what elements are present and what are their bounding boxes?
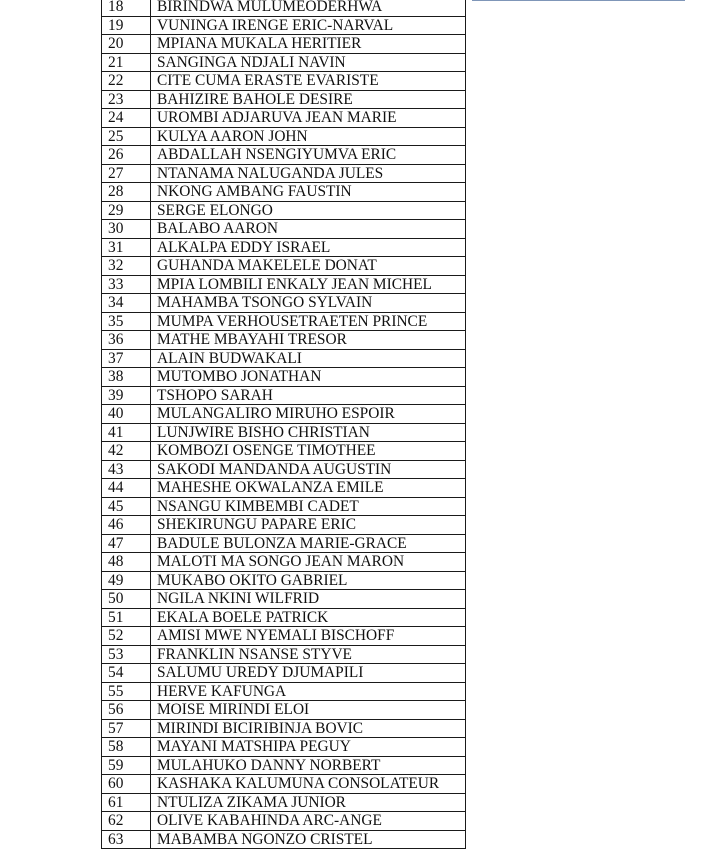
row-name: SHEKIRUNGU PAPARE ERIC [151, 516, 466, 535]
participant-table [101, 0, 466, 849]
row-number: 51 [102, 608, 151, 627]
row-number: 25 [102, 127, 151, 146]
row-number: 63 [102, 830, 151, 849]
row-number: 33 [102, 275, 151, 294]
row-name: KOMBOZI OSENGE TIMOTHEE [151, 442, 466, 461]
row-number: 42 [102, 442, 151, 461]
row-name: VUNINGA IRENGE ERIC-NARVAL [151, 16, 466, 35]
table-row [102, 719, 466, 738]
row-number: 54 [102, 664, 151, 683]
row-name: NGILA NKINI WILFRID [151, 590, 466, 609]
row-name: BADULE BULONZA MARIE-GRACE [151, 534, 466, 553]
row-number: 57 [102, 719, 151, 738]
table-row [102, 812, 466, 831]
row-number: 19 [102, 16, 151, 35]
row-number: 56 [102, 701, 151, 720]
row-name: SALUMU UREDY DJUMAPILI [151, 664, 466, 683]
table-row [102, 35, 466, 54]
row-number: 46 [102, 516, 151, 535]
row-number: 18 [102, 0, 151, 16]
row-number: 43 [102, 460, 151, 479]
header-rule [472, 0, 685, 1]
row-number: 45 [102, 497, 151, 516]
row-name: MAYANI MATSHIPA PEGUY [151, 738, 466, 757]
table-row [102, 220, 466, 239]
row-name: GUHANDA MAKELELE DONAT [151, 257, 466, 276]
row-number: 23 [102, 90, 151, 109]
table-row [102, 534, 466, 553]
row-name: MOISE MIRINDI ELOI [151, 701, 466, 720]
table-row [102, 793, 466, 812]
row-number: 59 [102, 756, 151, 775]
row-number: 30 [102, 220, 151, 239]
row-number: 27 [102, 164, 151, 183]
row-number: 44 [102, 479, 151, 498]
row-number: 55 [102, 682, 151, 701]
row-name: MATHE MBAYAHI TRESOR [151, 331, 466, 350]
row-number: 53 [102, 645, 151, 664]
row-number: 60 [102, 775, 151, 794]
table-row [102, 627, 466, 646]
table-row [102, 164, 466, 183]
row-number: 28 [102, 183, 151, 202]
table-row [102, 183, 466, 202]
row-number: 20 [102, 35, 151, 54]
row-name: MUMPA VERHOUSETRAETEN PRINCE [151, 312, 466, 331]
table-row [102, 90, 466, 109]
table-row [102, 590, 466, 609]
row-name: ABDALLAH NSENGIYUMVA ERIC [151, 146, 466, 165]
row-number: 21 [102, 53, 151, 72]
table-row [102, 257, 466, 276]
table-row [102, 442, 466, 461]
table-row [102, 756, 466, 775]
row-name: MIRINDI BICIRIBINJA BOVIC [151, 719, 466, 738]
row-name: MAHESHE OKWALANZA EMILE [151, 479, 466, 498]
row-number: 31 [102, 238, 151, 257]
row-name: UROMBI ADJARUVA JEAN MARIE [151, 109, 466, 128]
table-row [102, 331, 466, 350]
table-row [102, 53, 466, 72]
table-row [102, 701, 466, 720]
row-number: 40 [102, 405, 151, 424]
table-row [102, 312, 466, 331]
row-name: NTANAMA NALUGANDA JULES [151, 164, 466, 183]
table-row [102, 146, 466, 165]
table-row [102, 109, 466, 128]
row-name: MALOTI MA SONGO JEAN MARON [151, 553, 466, 572]
row-name: NTULIZA ZIKAMA JUNIOR [151, 793, 466, 812]
row-name: NKONG AMBANG FAUSTIN [151, 183, 466, 202]
row-number: 62 [102, 812, 151, 831]
table-row [102, 423, 466, 442]
row-number: 47 [102, 534, 151, 553]
row-name: HERVE KAFUNGA [151, 682, 466, 701]
row-number: 26 [102, 146, 151, 165]
row-name: BIRINDWA MULUMEODERHWA [151, 0, 466, 16]
table-row [102, 349, 466, 368]
table-row [102, 738, 466, 757]
row-number: 29 [102, 201, 151, 220]
participant-table-body [102, 0, 466, 849]
row-name: SAKODI MANDANDA AUGUSTIN [151, 460, 466, 479]
row-name: KULYA AARON JOHN [151, 127, 466, 146]
row-name: MAHAMBA TSONGO SYLVAIN [151, 294, 466, 313]
row-name: BAHIZIRE BAHOLE DESIRE [151, 90, 466, 109]
row-number: 48 [102, 553, 151, 572]
row-name: MULAHUKO DANNY NORBERT [151, 756, 466, 775]
table-row [102, 571, 466, 590]
row-number: 22 [102, 72, 151, 91]
table-row [102, 460, 466, 479]
row-name: MUTOMBO JONATHAN [151, 368, 466, 387]
table-row [102, 516, 466, 535]
row-number: 49 [102, 571, 151, 590]
table-row [102, 608, 466, 627]
row-number: 52 [102, 627, 151, 646]
table-row [102, 497, 466, 516]
table-row [102, 72, 466, 91]
row-name: CITE CUMA ERASTE EVARISTE [151, 72, 466, 91]
row-name: MULANGALIRO MIRUHO ESPOIR [151, 405, 466, 424]
row-number: 34 [102, 294, 151, 313]
row-number: 58 [102, 738, 151, 757]
table-row [102, 386, 466, 405]
table-row [102, 553, 466, 572]
table-row [102, 238, 466, 257]
row-number: 32 [102, 257, 151, 276]
row-name: OLIVE KABAHINDA ARC-ANGE [151, 812, 466, 831]
row-name: TSHOPO SARAH [151, 386, 466, 405]
row-name: ALAIN BUDWAKALI [151, 349, 466, 368]
row-name: KASHAKA KALUMUNA CONSOLATEUR [151, 775, 466, 794]
row-name: LUNJWIRE BISHO CHRISTIAN [151, 423, 466, 442]
row-number: 41 [102, 423, 151, 442]
row-number: 36 [102, 331, 151, 350]
table-row [102, 0, 466, 16]
row-number: 38 [102, 368, 151, 387]
table-row [102, 664, 466, 683]
table-row [102, 479, 466, 498]
row-name: FRANKLIN NSANSE STYVE [151, 645, 466, 664]
row-number: 61 [102, 793, 151, 812]
table-row [102, 294, 466, 313]
table-row [102, 275, 466, 294]
row-name: MPIANA MUKALA HERITIER [151, 35, 466, 54]
row-name: SERGE ELONGO [151, 201, 466, 220]
row-number: 35 [102, 312, 151, 331]
row-name: SANGINGA NDJALI NAVIN [151, 53, 466, 72]
table-row [102, 405, 466, 424]
table-row [102, 830, 466, 849]
table-row [102, 682, 466, 701]
row-number: 39 [102, 386, 151, 405]
table-row [102, 16, 466, 35]
table-row [102, 775, 466, 794]
row-number: 37 [102, 349, 151, 368]
row-name: NSANGU KIMBEMBI CADET [151, 497, 466, 516]
row-number: 50 [102, 590, 151, 609]
table-row [102, 368, 466, 387]
row-name: AMISI MWE NYEMALI BISCHOFF [151, 627, 466, 646]
row-name: MABAMBA NGONZO CRISTEL [151, 830, 466, 849]
table-row [102, 645, 466, 664]
row-name: MUKABO OKITO GABRIEL [151, 571, 466, 590]
row-name: EKALA BOELE PATRICK [151, 608, 466, 627]
table-row [102, 127, 466, 146]
row-name: MPIA LOMBILI ENKALY JEAN MICHEL [151, 275, 466, 294]
table-row [102, 201, 466, 220]
row-number: 24 [102, 109, 151, 128]
row-name: ALKALPA EDDY ISRAEL [151, 238, 466, 257]
row-name: BALABO AARON [151, 220, 466, 239]
